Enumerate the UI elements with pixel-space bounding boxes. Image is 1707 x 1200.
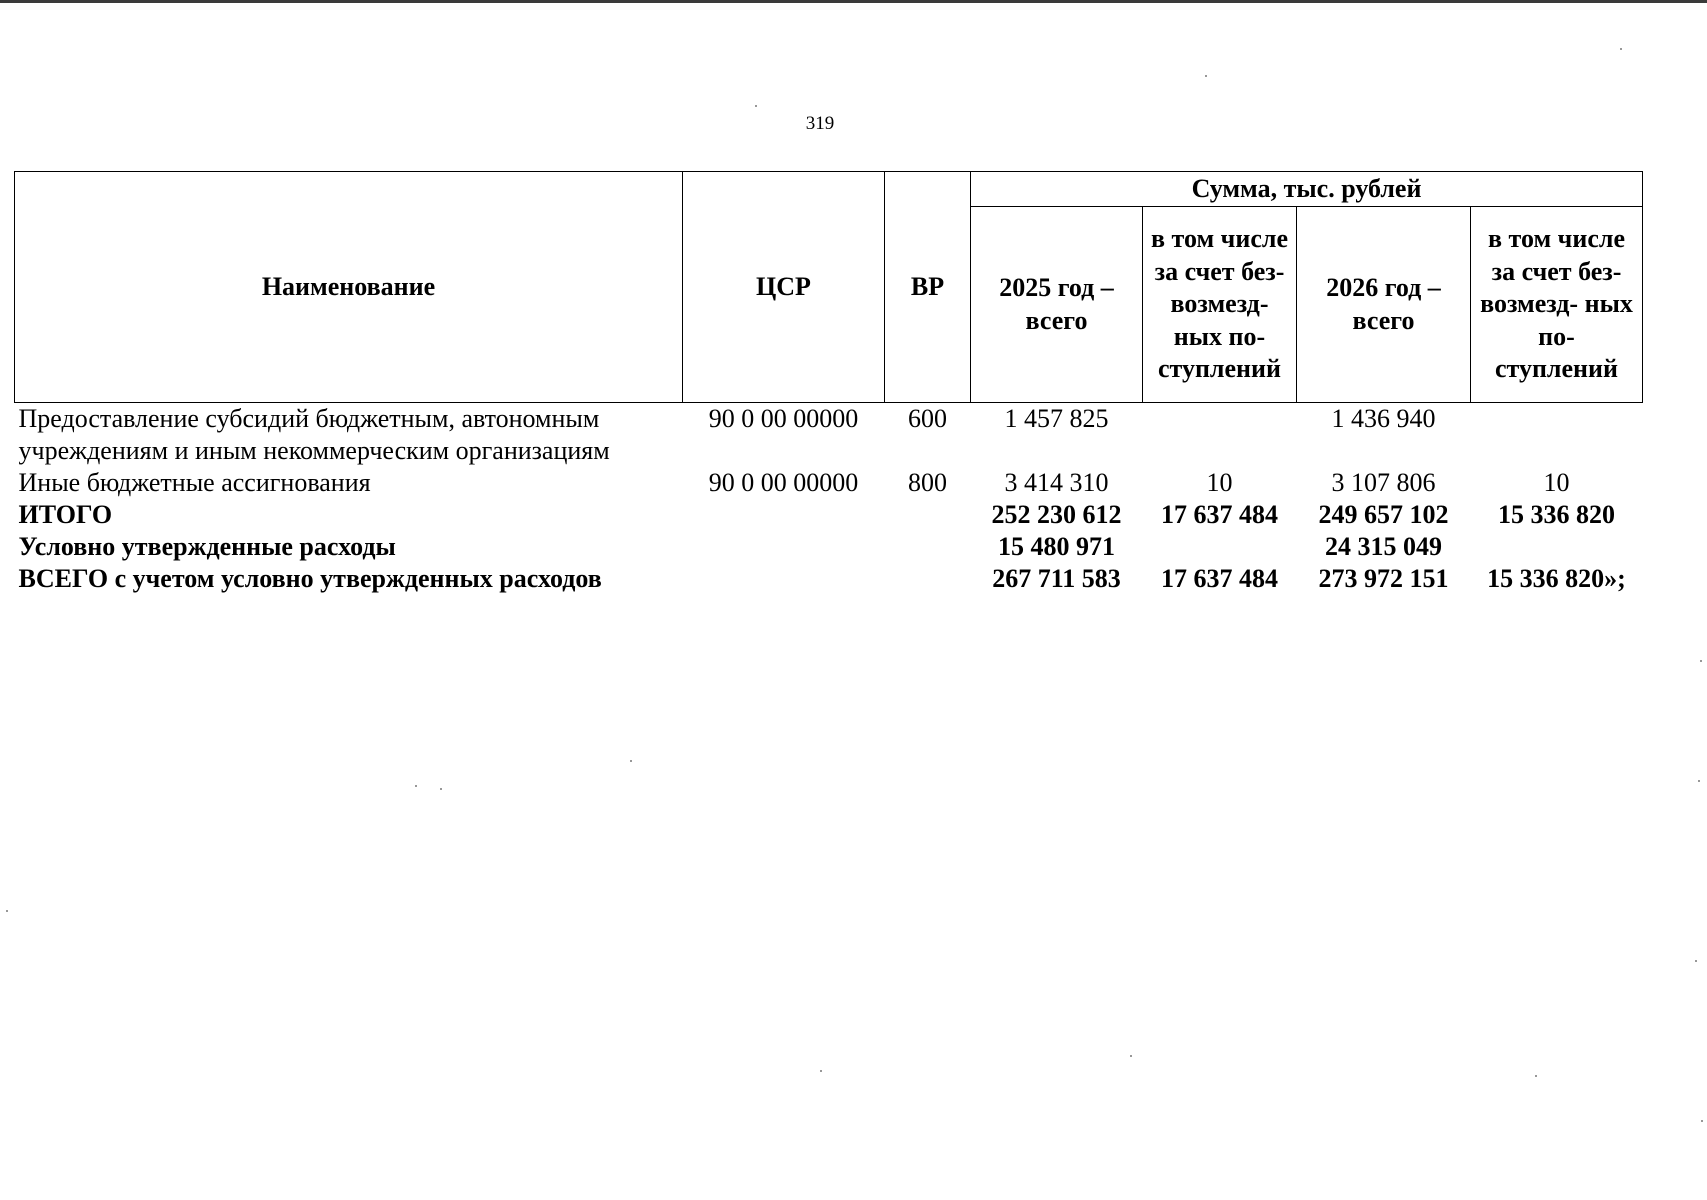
row-name: ИТОГО [18,500,113,529]
header-vr: ВР [885,172,971,403]
row-csr: 90 0 00 00000 [708,468,859,497]
row-2025-grants: 10 [1206,468,1233,497]
row-2026-total: 273 972 151 [1318,564,1449,593]
header-csr: ЦСР [683,172,885,403]
header-2025-grants: в том числе за счет без- возмезд- ных по- ступлений [1143,207,1297,403]
page-number: 319 [805,113,835,134]
row-2026-total: 1 436 940 [1331,404,1436,433]
row-2026-grants: 15 336 820 [1498,500,1615,529]
table-row-grand-total [15,563,1643,595]
header-2026-total: 2026 год – всего [1297,207,1471,403]
row-2026-grants: 15 336 820»; [1487,564,1626,593]
row-csr [683,563,885,595]
row-vr [885,531,971,563]
header-name: Наименование [15,172,683,403]
row-name: ВСЕГО с учетом условно утвержденных расходов [18,564,602,593]
budget-table [14,171,1643,595]
row-name: Предоставление субсидий бюджетным, автономным учреждениям и иным некоммерческим организациям [18,404,610,465]
row-2025-total: 1 457 825 [1004,404,1109,433]
row-2025-total: 3 414 310 [1004,468,1109,497]
row-name: Иные бюджетные ассигнования [18,468,371,497]
row-2025-grants [1143,403,1297,468]
table-row [15,403,1643,468]
header-2025-total: 2025 год – всего [971,207,1143,403]
row-2026-total: 249 657 102 [1318,500,1449,529]
row-csr [683,499,885,531]
row-vr [885,563,971,595]
table-row [15,467,1643,499]
row-2025-grants: 17 637 484 [1161,564,1278,593]
row-name: Условно утвержденные расходы [18,532,396,561]
row-2025-grants: 17 637 484 [1161,500,1278,529]
row-2026-grants: 10 [1543,468,1570,497]
row-2026-total: 3 107 806 [1331,468,1436,497]
row-2026-grants [1471,531,1643,563]
page-top-border [0,0,1707,3]
row-2026-grants [1471,403,1643,468]
table-row-total [15,499,1643,531]
row-2025-total: 15 480 971 [998,532,1115,561]
row-2025-grants [1143,531,1297,563]
row-vr [885,499,971,531]
row-2025-total: 267 711 583 [992,564,1121,593]
row-vr: 800 [908,468,947,497]
row-csr: 90 0 00 00000 [708,404,859,433]
row-2025-total: 252 230 612 [991,500,1122,529]
row-vr: 600 [908,404,947,433]
header-sum-group: Сумма, тыс. рублей [971,172,1643,207]
table-row-conditional [15,531,1643,563]
header-2026-grants: в том числе за счет без- возмезд- ных по- ступлений [1471,207,1643,403]
row-csr [683,531,885,563]
row-2026-total: 24 315 049 [1325,532,1442,561]
